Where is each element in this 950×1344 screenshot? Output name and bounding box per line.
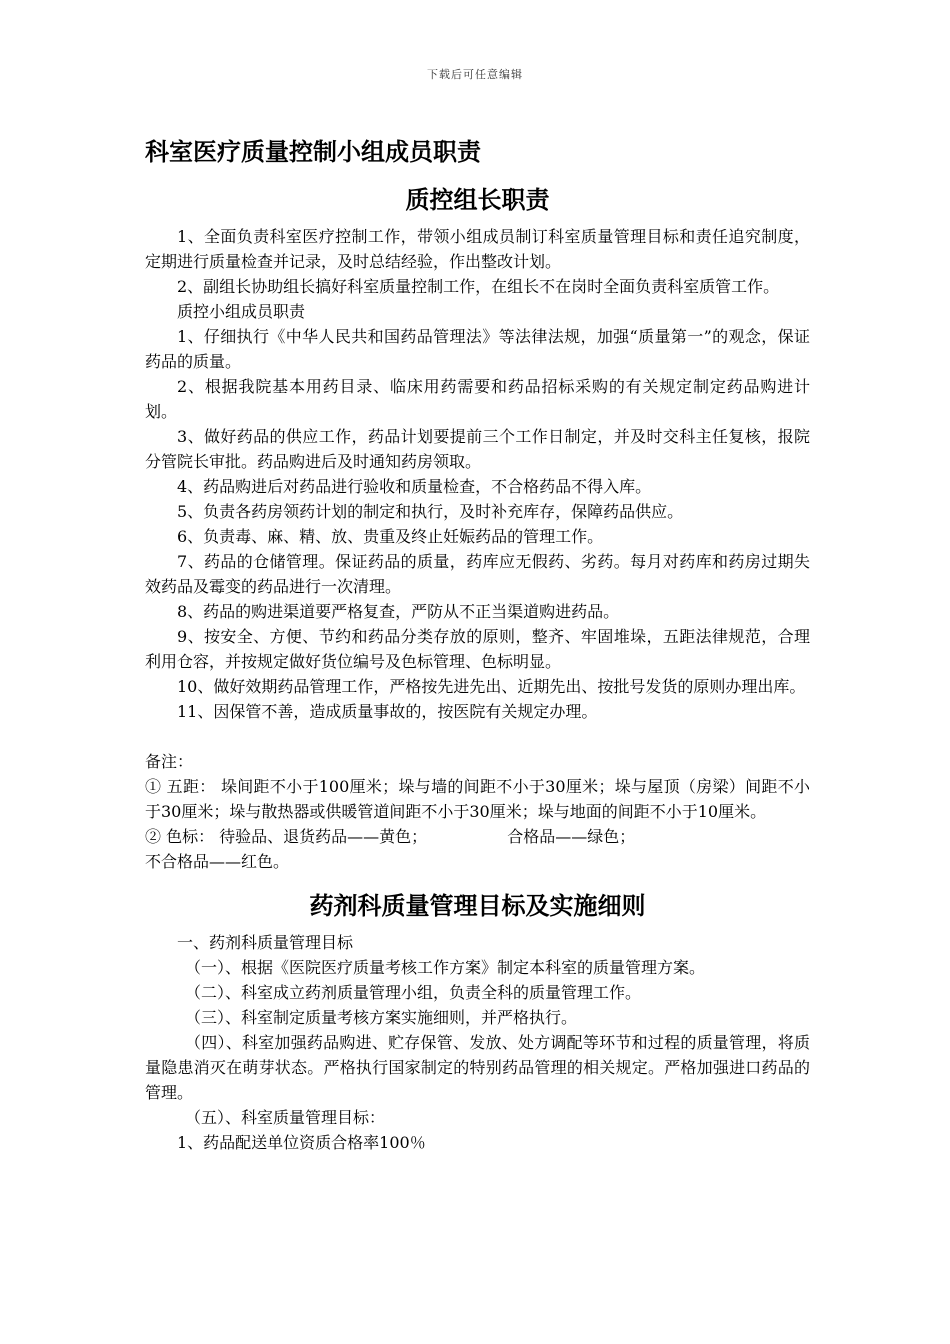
note-color-codes — [145, 824, 810, 849]
spacer — [145, 724, 810, 749]
paragraph: 2、根据我院基本用药目录、临床用药需要和药品招标采购的有关规定制定药品购进计划。 — [145, 377, 810, 421]
list-item: （三）、科室制定质量考核方案实施细则，并严格执行。 — [185, 1008, 578, 1027]
color-code-green: 合格品——绿色； — [507, 827, 636, 846]
section-title-pharmacy-goals: 药剂科质量管理目标及实施细则 — [309, 891, 646, 920]
list-item: 1、药品配送单位资质合格率100％ — [177, 1133, 426, 1152]
section-heading: 一、药剂科质量管理目标 — [177, 933, 354, 952]
section-title-leader-duties: 质控组长职责 — [405, 185, 550, 214]
paragraph: 1、全面负责科室医疗控制工作，带领小组成员制订科室质量管理目标和责任追究制度，定期进行质量检查并记录，及时总结经验，作出整改计划。 — [145, 227, 810, 271]
document-title: 科室医疗质量控制小组成员职责 — [145, 137, 481, 166]
color-code-red: 不合格品——红色。 — [145, 852, 290, 871]
paragraph: 10、做好效期药品管理工作，严格按先进先出、近期先出、按批号发货的原则办理出库。 — [177, 677, 806, 696]
paragraph: 5、负责各药房领药计划的制定和执行，及时补充库存，保障药品供应。 — [177, 502, 684, 521]
paragraph: 2、副组长协助组长搞好科室质量控制工作，在组长不在岗时全面负责科室质管工作。 — [177, 277, 780, 296]
color-code-yellow: ② 色标： 待验品、退货药品——黄色； — [145, 827, 428, 846]
paragraph: 7、药品的仓储管理。保证药品的质量，药库应无假药、劣药。每月对药库和药房过期失效药品及霉变的药品进行一次清理。 — [145, 552, 810, 596]
list-item: （二）、科室成立药剂质量管理小组，负责全科的质量管理工作。 — [185, 983, 642, 1002]
paragraph: 11、因保管不善，造成质量事故的，按医院有关规定办理。 — [177, 702, 598, 721]
list-item: （五）、科室质量管理目标： — [185, 1108, 386, 1127]
paragraph: 4、药品购进后对药品进行验收和质量检查，不合格药品不得入库。 — [177, 477, 652, 496]
paragraph: 9、按安全、方便、节约和药品分类存放的原则，整齐、牢固堆垛，五距法律规范，合理利用仓容，并按规定做好货位编号及色标管理、色标明显。 — [145, 627, 810, 671]
paragraph: 8、药品的购进渠道要严格复查，严防从不正当渠道购进药品。 — [177, 602, 620, 621]
list-item: （四）、科室加强药品购进、贮存保管、发放、处方调配等环节和过程的质量管理，将质量隐患消灭在萌芽状态。严格执行国家制定的特别药品管理的相关规定。严格加强进口药品的管理。 — [145, 1033, 810, 1102]
header-note: 下载后可任意编辑 — [427, 68, 523, 81]
list-item: （一）、根据《医院医疗质量考核工作方案》制定本科室的质量管理方案。 — [185, 958, 706, 977]
subheading-member-duties: 质控小组成员职责 — [177, 302, 306, 321]
note-five-distances: ① 五距： 垛间距不小于100厘米；垛与墙的间距不小于30厘米；垛与屋顶（房梁）间距不小于30厘米；垛与散热器或供暖管道间距不小于30厘米；垛与地面的间距不小于10厘米。 — [145, 777, 810, 821]
document-body — [145, 128, 810, 1155]
paragraph: 6、负责毒、麻、精、放、贵重及终止妊娠药品的管理工作。 — [177, 527, 604, 546]
spacer — [145, 874, 810, 882]
notes-label: 备注： — [145, 752, 194, 771]
paragraph: 1、仔细执行《中华人民共和国药品管理法》等法律法规，加强“质量第一”的观念，保证药品的质量。 — [145, 327, 810, 371]
paragraph: 3、做好药品的供应工作，药品计划要提前三个工作日制定，并及时交科主任复核，报院分管院长审批。药品购进后及时通知药房领取。 — [145, 427, 810, 471]
